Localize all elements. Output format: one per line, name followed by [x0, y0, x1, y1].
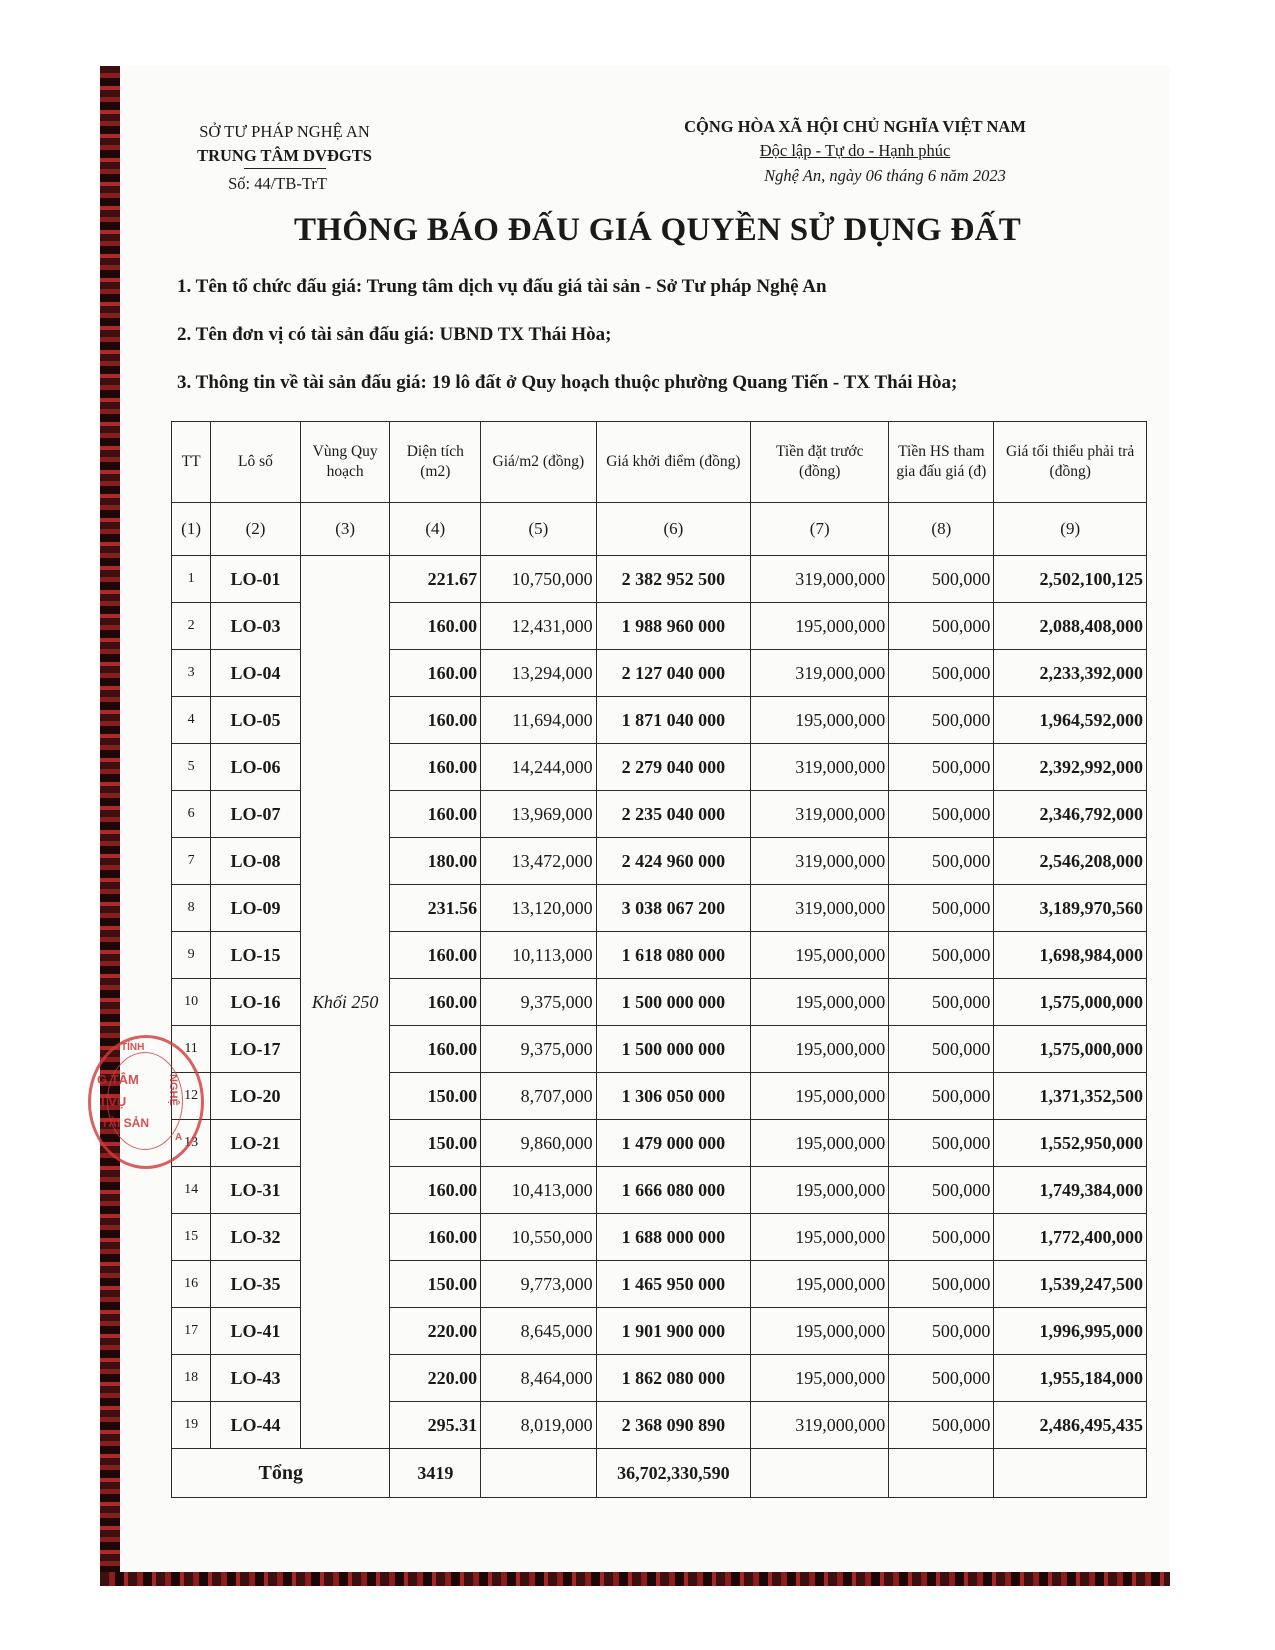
table-cell: 319,000,000 [751, 650, 889, 697]
table-cell: 180.00 [390, 838, 481, 885]
table-cell: LO-20 [211, 1073, 301, 1120]
table-cell: 1,698,984,000 [994, 932, 1147, 979]
table-cell: 1 500 000 000 [596, 1026, 751, 1073]
table-cell: 195,000,000 [751, 1167, 889, 1214]
total-area: 3419 [390, 1449, 481, 1498]
table-cell: 1 465 950 000 [596, 1261, 751, 1308]
seal-text: TỈNH [121, 1042, 145, 1053]
table-cell: 17 [172, 1308, 211, 1355]
table-cell: 500,000 [889, 603, 994, 650]
table-cell: 1,749,384,000 [994, 1167, 1147, 1214]
table-cell: 1 666 080 000 [596, 1167, 751, 1214]
table-cell: 8 [172, 885, 211, 932]
document-title: THÔNG BÁO ĐẤU GIÁ QUYỀN SỬ DỤNG ĐẤT [293, 212, 1022, 248]
column-number: (7) [751, 503, 889, 556]
empty-cell [994, 1449, 1147, 1498]
table-cell: 2 279 040 000 [596, 744, 751, 791]
table-cell: 160.00 [390, 650, 481, 697]
table-cell: 10,113,000 [481, 932, 596, 979]
info-item-asset: 3. Thông tin về tài sản đấu giá: 19 lô đất ở Quy hoạch thuộc phường Quang Tiến - TX Thái Hòa; [177, 372, 958, 393]
table-cell: LO-05 [211, 697, 301, 744]
table-cell: 2 235 040 000 [596, 791, 751, 838]
table-cell: LO-32 [211, 1214, 301, 1261]
header-cell: Giá khởi điểm (đồng) [596, 422, 751, 503]
seal-text: G TÂM [97, 1072, 139, 1087]
table-cell: 8,645,000 [481, 1308, 596, 1355]
table-cell: LO-41 [211, 1308, 301, 1355]
table-cell: 1,964,592,000 [994, 697, 1147, 744]
table-cell: 500,000 [889, 1402, 994, 1449]
table-cell: 150.00 [390, 1120, 481, 1167]
table-cell: 500,000 [889, 838, 994, 885]
table-cell: 2,233,392,000 [994, 650, 1147, 697]
table-cell: 2 [172, 603, 211, 650]
table-cell: LO-31 [211, 1167, 301, 1214]
red-seal-stamp [88, 1035, 204, 1169]
table-cell: 10,750,000 [481, 556, 596, 603]
table-cell: 150.00 [390, 1261, 481, 1308]
table-cell: 8,707,000 [481, 1073, 596, 1120]
table-cell: 160.00 [390, 744, 481, 791]
table-cell: LO-43 [211, 1355, 301, 1402]
table-cell: 15 [172, 1214, 211, 1261]
table-cell: 4 [172, 697, 211, 744]
table-cell: 1 [172, 556, 211, 603]
table-cell: 220.00 [390, 1355, 481, 1402]
total-row [172, 1449, 1147, 1498]
column-number: (8) [889, 503, 994, 556]
table-cell: 3,189,970,560 [994, 885, 1147, 932]
header-cell: TT [172, 422, 211, 503]
table-cell: 2,346,792,000 [994, 791, 1147, 838]
table-cell: 1,955,184,000 [994, 1355, 1147, 1402]
table-cell: LO-17 [211, 1026, 301, 1073]
table-cell: 195,000,000 [751, 1355, 889, 1402]
header-cell: Diện tích (m2) [390, 422, 481, 503]
total-start-price: 36,702,330,590 [596, 1449, 751, 1498]
table-cell: 500,000 [889, 650, 994, 697]
table-cell: 2 424 960 000 [596, 838, 751, 885]
table-cell: 1,575,000,000 [994, 979, 1147, 1026]
table-cell: 13 [172, 1120, 211, 1167]
table-cell: 14 [172, 1167, 211, 1214]
table-cell: 9,375,000 [481, 1026, 596, 1073]
table-cell: 2 368 090 890 [596, 1402, 751, 1449]
table-cell: 9,375,000 [481, 979, 596, 1026]
table-cell: 160.00 [390, 697, 481, 744]
header-cell: Tiền đặt trước (đồng) [751, 422, 889, 503]
column-number: (3) [300, 503, 390, 556]
table-cell: 160.00 [390, 603, 481, 650]
table-row [172, 556, 1147, 603]
table-cell: 1 688 000 000 [596, 1214, 751, 1261]
table-cell: LO-06 [211, 744, 301, 791]
table-cell: LO-09 [211, 885, 301, 932]
table-cell: 1,552,950,000 [994, 1120, 1147, 1167]
table-cell: 13,472,000 [481, 838, 596, 885]
table-cell: 160.00 [390, 979, 481, 1026]
table-cell: 500,000 [889, 1167, 994, 1214]
scan-edge-bottom [100, 1572, 1170, 1586]
table-cell: 195,000,000 [751, 1214, 889, 1261]
table-cell: 10 [172, 979, 211, 1026]
table-cell: 2,546,208,000 [994, 838, 1147, 885]
table-cell: 295.31 [390, 1402, 481, 1449]
table-cell: 11,694,000 [481, 697, 596, 744]
table-cell: 1 479 000 000 [596, 1120, 751, 1167]
seal-text: A [175, 1132, 183, 1143]
table-cell: 195,000,000 [751, 1073, 889, 1120]
table-cell: 500,000 [889, 1308, 994, 1355]
table-cell: 319,000,000 [751, 838, 889, 885]
table-cell: 195,000,000 [751, 1308, 889, 1355]
table-cell: LO-21 [211, 1120, 301, 1167]
auction-table [171, 421, 1147, 1498]
column-number: (6) [596, 503, 751, 556]
table-cell: 2 382 952 500 [596, 556, 751, 603]
table-cell: 3 [172, 650, 211, 697]
republic-heading: CỘNG HÒA XÃ HỘI CHỦ NGHĨA VIỆT NAM [684, 117, 1026, 136]
table-cell: 2,392,992,000 [994, 744, 1147, 791]
table-cell: LO-04 [211, 650, 301, 697]
table-cell: LO-08 [211, 838, 301, 885]
table-cell: 8,019,000 [481, 1402, 596, 1449]
table-cell: 12,431,000 [481, 603, 596, 650]
column-number: (1) [172, 503, 211, 556]
table-cell: 160.00 [390, 1167, 481, 1214]
seal-text: I VỤ [101, 1094, 127, 1109]
table-cell: 13,120,000 [481, 885, 596, 932]
header-cell: Vùng Quy hoạch [300, 422, 390, 503]
table-cell: 3 038 067 200 [596, 885, 751, 932]
table-cell: 1,772,400,000 [994, 1214, 1147, 1261]
table-cell: 195,000,000 [751, 603, 889, 650]
agency-name: SỞ TƯ PHÁP NGHỆ AN [199, 122, 370, 141]
table-cell: 231.56 [390, 885, 481, 932]
table-cell: 2,088,408,000 [994, 603, 1147, 650]
table-cell: 1,996,995,000 [994, 1308, 1147, 1355]
header-cell: Giá/m2 (đồng) [481, 422, 596, 503]
column-number: (2) [211, 503, 301, 556]
center-name: TRUNG TÂM DVĐGTS [197, 146, 372, 165]
table-cell: 1,539,247,500 [994, 1261, 1147, 1308]
table-cell: LO-07 [211, 791, 301, 838]
empty-cell [751, 1449, 889, 1498]
table-cell: LO-03 [211, 603, 301, 650]
table-cell: 195,000,000 [751, 1120, 889, 1167]
table-cell: 319,000,000 [751, 744, 889, 791]
column-number-row [172, 503, 1147, 556]
table-cell: 1 618 080 000 [596, 932, 751, 979]
table-cell: 13,969,000 [481, 791, 596, 838]
table-cell: 1 871 040 000 [596, 697, 751, 744]
table-cell: 319,000,000 [751, 885, 889, 932]
header-row [172, 422, 1147, 503]
table-cell: 2 127 040 000 [596, 650, 751, 697]
table-cell: 500,000 [889, 932, 994, 979]
column-number: (5) [481, 503, 596, 556]
info-item-organizer: 1. Tên tổ chức đấu giá: Trung tâm dịch vụ đấu giá tài sản - Sở Tư pháp Nghệ An [177, 276, 827, 297]
table-cell: 9,860,000 [481, 1120, 596, 1167]
table-cell: 500,000 [889, 697, 994, 744]
table-cell: 1 901 900 000 [596, 1308, 751, 1355]
table-cell: 160.00 [390, 932, 481, 979]
table-cell: 9 [172, 932, 211, 979]
table-cell: 16 [172, 1261, 211, 1308]
table-cell: 19 [172, 1402, 211, 1449]
table-cell: 500,000 [889, 1261, 994, 1308]
table-cell: 319,000,000 [751, 556, 889, 603]
table-cell: 5 [172, 744, 211, 791]
motto: Độc lập - Tự do - Hạnh phúc [759, 141, 951, 160]
table-cell: 195,000,000 [751, 932, 889, 979]
table-cell: LO-16 [211, 979, 301, 1026]
table-cell: 9,773,000 [481, 1261, 596, 1308]
table-cell: LO-44 [211, 1402, 301, 1449]
table-cell: 500,000 [889, 1120, 994, 1167]
table-cell: 500,000 [889, 1214, 994, 1261]
table-cell: 160.00 [390, 1214, 481, 1261]
table-cell: 319,000,000 [751, 791, 889, 838]
table-cell: 12 [172, 1073, 211, 1120]
column-number: (9) [994, 503, 1147, 556]
table-cell: 195,000,000 [751, 979, 889, 1026]
table-cell: 500,000 [889, 556, 994, 603]
table-cell: 8,464,000 [481, 1355, 596, 1402]
table-cell: 13,294,000 [481, 650, 596, 697]
header-cell: Tiền HS tham gia đấu giá (đ) [889, 422, 994, 503]
table-cell: 150.00 [390, 1073, 481, 1120]
table-cell: 160.00 [390, 1026, 481, 1073]
table-cell: 1 500 000 000 [596, 979, 751, 1026]
table-cell: 2,502,100,125 [994, 556, 1147, 603]
table-cell: LO-15 [211, 932, 301, 979]
table-cell: 195,000,000 [751, 1026, 889, 1073]
issue-date: Nghệ An, ngày 06 tháng 6 năm 2023 [764, 166, 1006, 185]
column-number: (4) [390, 503, 481, 556]
seal-text: TÀI SẢN [101, 1116, 149, 1130]
table-cell: 11 [172, 1026, 211, 1073]
table-cell: LO-35 [211, 1261, 301, 1308]
table-cell: 18 [172, 1355, 211, 1402]
table-cell: 319,000,000 [751, 1402, 889, 1449]
table-cell: 1 988 960 000 [596, 603, 751, 650]
table-cell: 6 [172, 791, 211, 838]
table-cell: 2,486,495,435 [994, 1402, 1147, 1449]
table-cell: 7 [172, 838, 211, 885]
table-cell: 500,000 [889, 1073, 994, 1120]
table-cell: 1 862 080 000 [596, 1355, 751, 1402]
table-cell: 195,000,000 [751, 1261, 889, 1308]
scan-edge-left [100, 66, 120, 1576]
table-cell: 500,000 [889, 1355, 994, 1402]
table-cell: 1 306 050 000 [596, 1073, 751, 1120]
total-label: Tổng [172, 1449, 390, 1498]
empty-cell [481, 1449, 596, 1498]
seal-text: NGHỆ [167, 1074, 179, 1106]
table-cell: 500,000 [889, 979, 994, 1026]
info-item-owner: 2. Tên đơn vị có tài sản đấu giá: UBND TX Thái Hòa; [177, 324, 612, 345]
table-cell: 500,000 [889, 791, 994, 838]
empty-cell [889, 1449, 994, 1498]
table-cell: 10,413,000 [481, 1167, 596, 1214]
table-cell: 220.00 [390, 1308, 481, 1355]
table-cell: 160.00 [390, 791, 481, 838]
table-cell: 14,244,000 [481, 744, 596, 791]
table-cell: 1,371,352,500 [994, 1073, 1147, 1120]
table-cell: 500,000 [889, 885, 994, 932]
table-cell: 195,000,000 [751, 697, 889, 744]
table-cell: 221.67 [390, 556, 481, 603]
table-cell: 1,575,000,000 [994, 1026, 1147, 1073]
doc-number: Số: 44/TB-TrT [228, 174, 327, 193]
table-cell: LO-01 [211, 556, 301, 603]
table-cell: 10,550,000 [481, 1214, 596, 1261]
header-cell: Lô số [211, 422, 301, 503]
table-cell: 500,000 [889, 744, 994, 791]
zone-cell: Khối 250 [300, 556, 390, 1449]
header-cell: Giá tối thiểu phải trả (đồng) [994, 422, 1147, 503]
table-cell: 500,000 [889, 1026, 994, 1073]
